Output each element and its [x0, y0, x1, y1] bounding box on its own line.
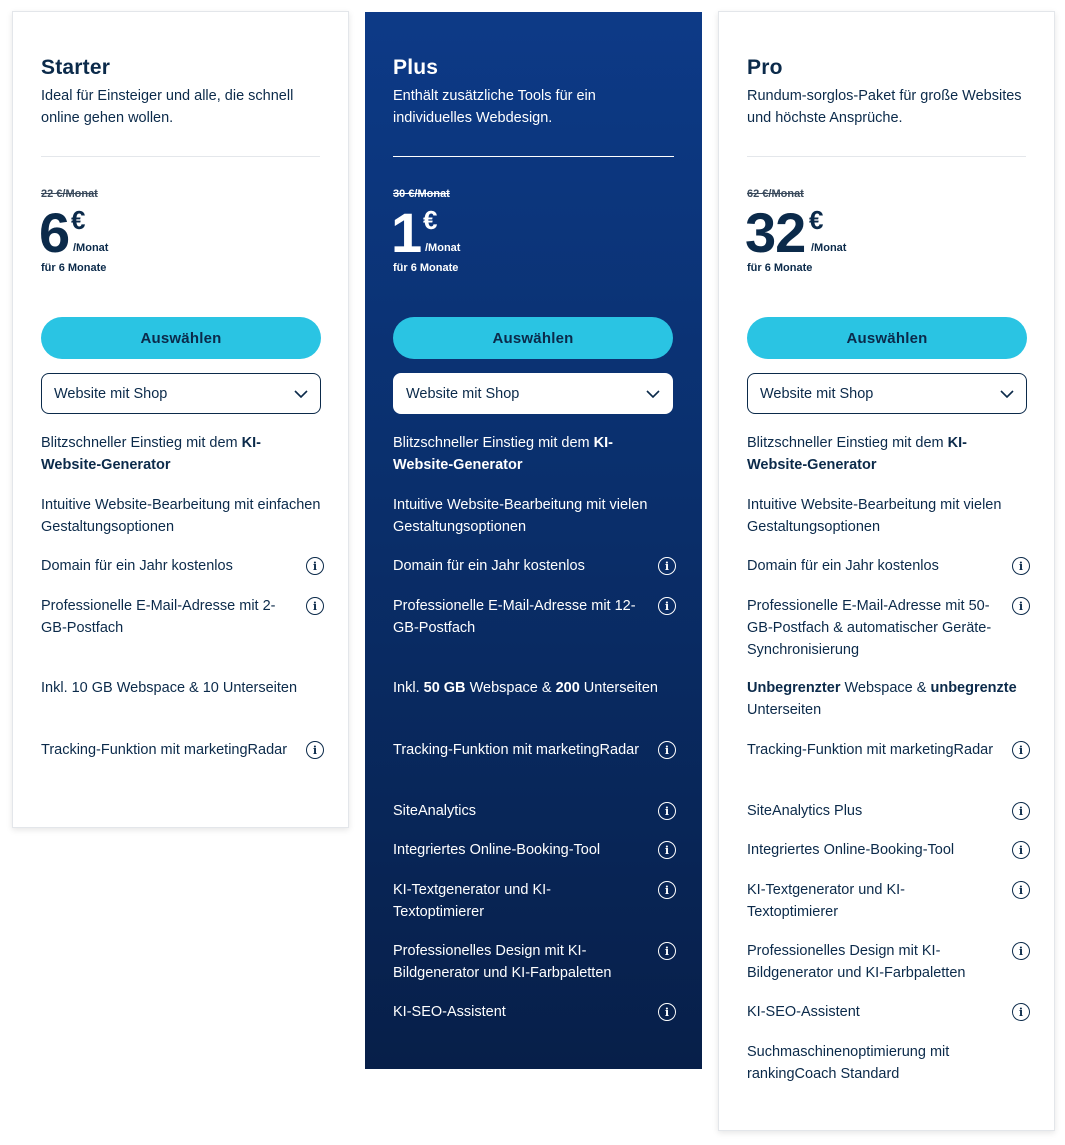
- feature-item: [747, 879, 1030, 923]
- feature-text-part: KI-SEO-Assistent: [747, 1004, 860, 1020]
- feature-item: [41, 595, 324, 639]
- feature-highlight: unbegrenzte: [930, 680, 1017, 696]
- dropdown-value: Website mit Shop: [406, 385, 520, 402]
- feature-text-part: Blitzschneller Einstieg mit dem: [747, 435, 948, 451]
- feature-text-part: KI-Textgenerator und KI-Textoptimierer: [393, 882, 551, 920]
- feature-text: [393, 494, 673, 538]
- feature-text-part: Blitzschneller Einstieg mit dem: [41, 435, 242, 451]
- info-icon[interactable]: i: [658, 597, 676, 615]
- feature-item: [747, 677, 1030, 721]
- feature-text: [747, 1001, 995, 1023]
- feature-item: [393, 677, 676, 699]
- select-button[interactable]: Auswählen: [41, 317, 321, 359]
- feature-text: [747, 879, 995, 923]
- feature-text-part: Integriertes Online-Booking-Tool: [393, 842, 601, 858]
- info-icon[interactable]: i: [658, 1003, 676, 1021]
- feature-text: [747, 739, 995, 761]
- dropdown-value: Website mit Shop: [54, 385, 168, 402]
- price-duration: für 6 Monate: [747, 262, 813, 274]
- feature-text-part: SiteAnalytics: [393, 803, 477, 819]
- old-price: 30 €/Monat: [393, 188, 450, 200]
- feature-item: [41, 677, 324, 699]
- feature-text-part: Blitzschneller Einstieg mit dem: [393, 435, 594, 451]
- feature-item: [747, 940, 1030, 984]
- plan-description: Ideal für Einsteiger und alle, die schnell online gehen wollen.: [41, 88, 294, 126]
- info-icon[interactable]: i: [1012, 942, 1030, 960]
- package-dropdown[interactable]: [393, 373, 673, 414]
- feature-text: [41, 595, 289, 639]
- info-icon[interactable]: i: [1012, 881, 1030, 899]
- feature-text: [393, 879, 641, 923]
- feature-text-part: Unterseiten: [747, 702, 822, 718]
- feature-item: [393, 839, 676, 861]
- feature-text-part: Webspace &: [465, 680, 556, 696]
- plan-card-pro: [718, 11, 1055, 1131]
- feature-text-part: Inkl. 10 GB Webspace & 10 Unterseiten: [41, 680, 298, 696]
- feature-text: [393, 555, 641, 577]
- price-currency: €: [423, 205, 438, 235]
- feature-text-part: Inkl.: [393, 680, 424, 696]
- info-icon[interactable]: i: [1012, 557, 1030, 575]
- price-period: /Monat: [811, 242, 847, 254]
- feature-text-part: Tracking-Funktion mit marketingRadar: [393, 742, 640, 758]
- info-icon[interactable]: i: [1012, 741, 1030, 759]
- feature-highlight: 200: [555, 680, 580, 696]
- feature-text: [747, 940, 995, 984]
- feature-text: [393, 432, 673, 476]
- feature-item: [747, 739, 1030, 761]
- feature-text: [393, 1001, 641, 1023]
- feature-item: [747, 595, 1030, 661]
- chevron-down-icon: [646, 390, 660, 398]
- feature-text-part: SiteAnalytics Plus: [747, 803, 863, 819]
- price-amount: 32: [745, 201, 806, 264]
- dropdown-value: Website mit Shop: [760, 385, 874, 402]
- feature-text-part: KI-Textgenerator und KI-Textoptimierer: [747, 882, 905, 920]
- feature-text: [41, 494, 321, 538]
- info-icon[interactable]: i: [658, 942, 676, 960]
- feature-text: [747, 839, 995, 861]
- feature-item: [393, 800, 676, 822]
- feature-text: [393, 677, 673, 699]
- info-icon[interactable]: i: [1012, 802, 1030, 820]
- price-period: /Monat: [425, 242, 461, 254]
- plan-title: Starter: [41, 56, 111, 79]
- feature-item: [747, 494, 1030, 538]
- feature-text: [41, 739, 289, 761]
- feature-item: [393, 940, 676, 984]
- plan-description: Enthält zusätzliche Tools für ein individuelles Webdesign.: [393, 88, 596, 126]
- feature-text-part: Intuitive Website-Bearbeitung mit einfachen Gestaltungsoptionen: [41, 497, 321, 535]
- feature-text-part: Integriertes Online-Booking-Tool: [747, 842, 955, 858]
- feature-text: [747, 595, 995, 661]
- feature-item: [747, 1041, 1030, 1085]
- feature-item: [393, 432, 676, 476]
- price-amount: 6: [39, 201, 70, 264]
- feature-text: [393, 800, 641, 822]
- plan-card-starter: [12, 11, 349, 828]
- info-icon[interactable]: i: [658, 557, 676, 575]
- price-currency: €: [809, 205, 824, 235]
- feature-text-part: Webspace &: [840, 680, 931, 696]
- feature-item: [747, 555, 1030, 577]
- info-icon[interactable]: i: [658, 802, 676, 820]
- feature-item: [747, 1001, 1030, 1023]
- feature-text-part: Unterseiten: [579, 680, 658, 696]
- package-dropdown[interactable]: [747, 373, 1027, 414]
- feature-text-part: Professionelle E-Mail-Adresse mit 50-GB-Postfach & automatischer Geräte-Synchronisierung: [747, 598, 992, 658]
- info-icon[interactable]: i: [306, 557, 324, 575]
- feature-text-part: Domain für ein Jahr kostenlos: [41, 558, 233, 574]
- chevron-down-icon: [1000, 390, 1014, 398]
- feature-item: [41, 494, 324, 538]
- old-price: 22 €/Monat: [41, 188, 98, 200]
- feature-text-part: Professionelles Design mit KI-Bildgenerator und KI-Farbpaletten: [393, 943, 612, 981]
- select-button[interactable]: Auswählen: [747, 317, 1027, 359]
- info-icon[interactable]: i: [1012, 1003, 1030, 1021]
- select-button[interactable]: Auswählen: [393, 317, 673, 359]
- feature-item: [747, 839, 1030, 861]
- feature-item: [747, 432, 1030, 476]
- feature-text-part: Tracking-Funktion mit marketingRadar: [747, 742, 994, 758]
- feature-text: [393, 839, 641, 861]
- feature-text-part: KI-SEO-Assistent: [393, 1004, 506, 1020]
- feature-text: [41, 432, 321, 476]
- chevron-down-icon: [294, 390, 308, 398]
- plan-title: Pro: [747, 56, 783, 79]
- feature-item: [393, 595, 676, 639]
- feature-highlight: 50 GB: [423, 680, 466, 696]
- feature-text: [747, 800, 995, 822]
- feature-highlight: KI-Website-Generator: [393, 435, 614, 473]
- feature-item: [393, 555, 676, 577]
- info-icon[interactable]: i: [658, 741, 676, 759]
- price-duration: für 6 Monate: [41, 262, 107, 274]
- info-icon[interactable]: i: [306, 741, 324, 759]
- feature-text-part: Professionelle E-Mail-Adresse mit 2-GB-Postfach: [41, 598, 276, 636]
- feature-item: [393, 739, 676, 761]
- feature-text-part: Professionelle E-Mail-Adresse mit 12-GB-Postfach: [393, 598, 636, 636]
- feature-item: [393, 494, 676, 538]
- feature-text: [393, 739, 641, 761]
- divider: [393, 156, 674, 157]
- feature-text-part: Professionelles Design mit KI-Bildgenerator und KI-Farbpaletten: [747, 943, 966, 981]
- feature-item: [393, 879, 676, 923]
- feature-text: [747, 494, 1027, 538]
- feature-text: [747, 432, 1027, 476]
- feature-text-part: Intuitive Website-Bearbeitung mit vielen Gestaltungsoptionen: [747, 497, 1002, 535]
- plan-title: Plus: [393, 56, 439, 79]
- feature-highlight: Unbegrenzter: [747, 680, 841, 696]
- info-icon[interactable]: i: [306, 597, 324, 615]
- info-icon[interactable]: i: [658, 881, 676, 899]
- feature-item: [747, 800, 1030, 822]
- feature-text: [747, 677, 1027, 721]
- feature-highlight: KI-Website-Generator: [747, 435, 968, 473]
- divider: [41, 156, 320, 157]
- divider: [747, 156, 1026, 157]
- feature-text-part: Domain für ein Jahr kostenlos: [747, 558, 939, 574]
- old-price: 62 €/Monat: [747, 188, 804, 200]
- feature-text: [393, 940, 641, 984]
- feature-text-part: Tracking-Funktion mit marketingRadar: [41, 742, 288, 758]
- info-icon[interactable]: i: [1012, 841, 1030, 859]
- feature-text-part: Suchmaschinenoptimierung mit rankingCoach Standard: [747, 1044, 950, 1082]
- feature-item: [41, 555, 324, 577]
- price-duration: für 6 Monate: [393, 262, 459, 274]
- feature-text: [747, 1041, 1027, 1085]
- feature-text-part: Intuitive Website-Bearbeitung mit vielen Gestaltungsoptionen: [393, 497, 648, 535]
- price-period: /Monat: [73, 242, 109, 254]
- info-icon[interactable]: i: [658, 841, 676, 859]
- feature-item: [393, 1001, 676, 1023]
- feature-item: [41, 432, 324, 476]
- feature-item: [41, 739, 324, 761]
- feature-text: [41, 555, 289, 577]
- price-amount: 1: [391, 201, 422, 264]
- feature-highlight: KI-Website-Generator: [41, 435, 262, 473]
- feature-text: [41, 677, 321, 699]
- feature-text: [393, 595, 641, 639]
- plan-description: Rundum-sorglos-Paket für große Websites und höchste Ansprüche.: [747, 88, 1022, 126]
- price-currency: €: [71, 205, 86, 235]
- plan-card-plus: [365, 12, 702, 1069]
- feature-text: [747, 555, 995, 577]
- info-icon[interactable]: i: [1012, 597, 1030, 615]
- feature-text-part: Domain für ein Jahr kostenlos: [393, 558, 585, 574]
- package-dropdown[interactable]: [41, 373, 321, 414]
